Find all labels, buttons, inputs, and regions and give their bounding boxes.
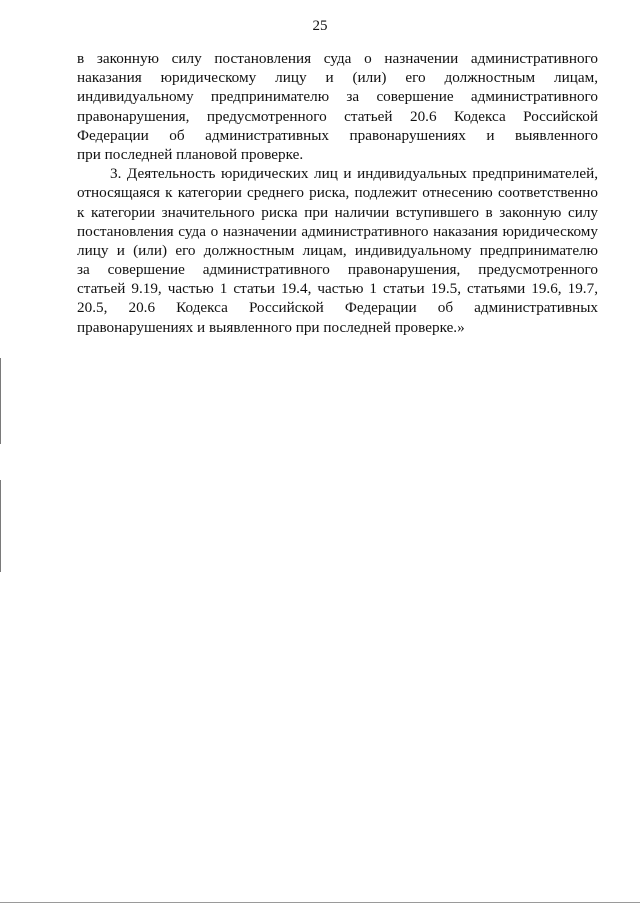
- scan-edge-mark: [0, 358, 1, 444]
- paragraph-1: [77, 49, 598, 164]
- text-line: при последней плановой проверке.: [77, 145, 304, 163]
- text-line: 20.5, 20.6 Кодекса Российской Федерации об административных: [77, 299, 598, 317]
- text-line: правонарушениях и выявленного при последней проверке.»: [77, 318, 465, 336]
- paragraph-2: [77, 164, 598, 337]
- text-line: относящаяся к категории среднего риска, подлежит отнесению соответственно: [77, 184, 598, 202]
- scan-edge-mark: [0, 480, 1, 572]
- text-line: правонарушения, предусмотренного статьей 20.6 Кодекса Российской: [77, 107, 598, 125]
- document-body: [77, 49, 598, 337]
- scan-bottom-edge: [0, 902, 640, 903]
- text-line: Федерации об административных правонарушениях и выявленного: [77, 126, 598, 144]
- page-number: 25: [312, 18, 328, 34]
- text-line: к категории значительного риска при наличии вступившего в законную силу: [77, 203, 598, 221]
- text-line: статьей 9.19, частью 1 статьи 19.4, частью 1 статьи 19.5, статьями 19.6, 19.7,: [77, 280, 598, 298]
- text-line: за совершение административного правонарушения, предусмотренного: [77, 261, 598, 279]
- text-line: лицу и (или) его должностным лицам, индивидуальному предпринимателю: [77, 241, 598, 259]
- text-line: 3. Деятельность юридических лиц и индивидуальных предпринимателей,: [110, 165, 598, 183]
- text-line: наказания юридическому лицу и (или) его должностным лицам,: [77, 69, 598, 87]
- text-line: постановления суда о назначении административного наказания юридическому: [77, 222, 598, 240]
- text-line: индивидуальному предпринимателю за совершение административного: [77, 88, 598, 106]
- text-line: в законную силу постановления суда о назначении административного: [77, 50, 598, 67]
